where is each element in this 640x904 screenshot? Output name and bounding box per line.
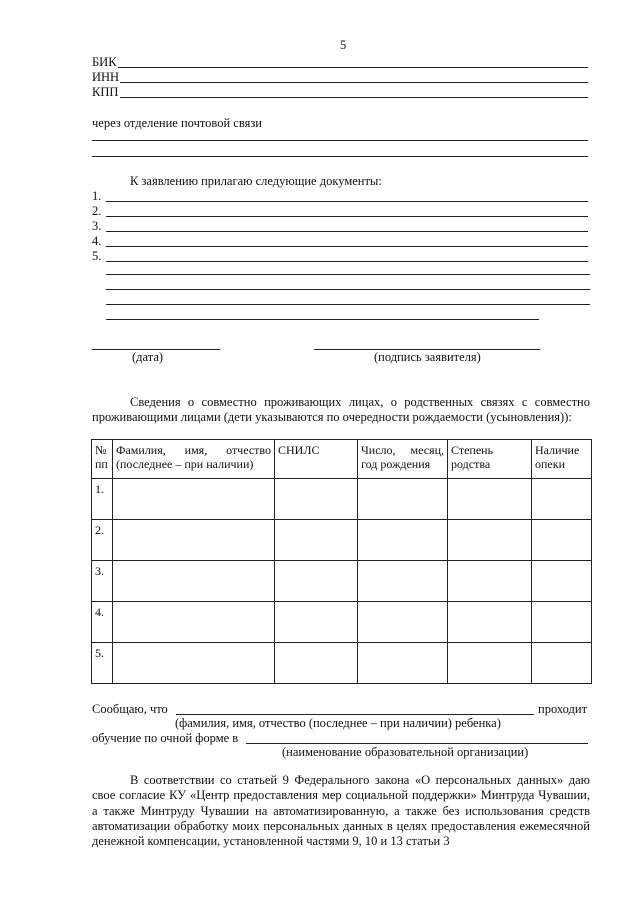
attachment-num-4: 4. [92,234,102,248]
fio-cell[interactable] [113,561,275,602]
guardianship-cell[interactable] [532,520,592,561]
table-header-row [92,440,592,479]
attachment-num-2: 2. [92,204,102,218]
snils-cell[interactable] [275,520,358,561]
attachment-line-1[interactable] [106,201,588,202]
col-header-birthdate: Число, месяц, год рождения [358,440,448,479]
attachment-line-4[interactable] [106,246,588,247]
snils-cell[interactable] [275,643,358,684]
relation-cell[interactable] [448,602,532,643]
inn-field[interactable] [120,82,588,83]
snils-cell[interactable] [275,479,358,520]
attachment-line-5[interactable] [106,261,588,262]
row-number: 2. [92,520,113,561]
relation-cell[interactable] [448,561,532,602]
relation-cell[interactable] [448,643,532,684]
kpp-field[interactable] [120,97,588,98]
table-row [92,520,592,561]
attachment-num-3: 3. [92,219,102,233]
child-name-field[interactable] [176,714,534,715]
col-header-guardianship: Наличие опеки [532,440,592,479]
birthdate-cell[interactable] [358,479,448,520]
postal-line-2[interactable] [92,156,588,157]
fio-cell[interactable] [113,643,275,684]
signature-caption: (подпись заявителя) [374,350,481,364]
birthdate-cell[interactable] [358,602,448,643]
kpp-label: КПП [92,85,119,99]
guardianship-cell[interactable] [532,479,592,520]
inform-label: Сообщаю, что [92,702,168,716]
attachment-extra-line-4[interactable] [106,319,539,320]
table-row [92,643,592,684]
col-header-fio: Фамилия, имя, отчество (последнее – при наличии) [113,440,275,479]
snils-cell[interactable] [275,561,358,602]
organization-caption: (наименование образовательной организации) [282,745,529,759]
table-row [92,602,592,643]
relation-cell[interactable] [448,479,532,520]
child-name-caption: (фамилия, имя, отчество (последнее – при наличии) ребенка) [175,716,501,730]
row-number: 1. [92,479,113,520]
col-header-relation: Степень родства [448,440,532,479]
guardianship-cell[interactable] [532,602,592,643]
guardianship-cell[interactable] [532,561,592,602]
postal-label: через отделение почтовой связи [92,116,262,130]
attachment-extra-line-2[interactable] [106,289,590,290]
birthdate-cell[interactable] [358,520,448,561]
page-number: 5 [340,38,347,52]
guardianship-cell[interactable] [532,643,592,684]
attachment-extra-line-3[interactable] [106,304,590,305]
postal-line-1[interactable] [92,140,588,141]
fio-cell[interactable] [113,602,275,643]
attachment-num-1: 1. [92,189,102,203]
passes-label: проходит [538,702,588,716]
row-number: 4. [92,602,113,643]
consent-paragraph: В соответствии со статьей 9 Федерального закона «О персональных данных» даю свое согласие КУ «Центр предоставления мер социальной поддержки» Минтруда Чувашии, а также Минтруду Чувашии на автоматизированную, а также без использования средств автоматизации обработку моих персональных данных в целях предоставления ежемесячной денежной компенсации, установленной частями 9, 10 и 13 статьи 3 [92,773,590,849]
row-number: 5. [92,643,113,684]
attachment-extra-line-1[interactable] [106,274,590,275]
birthdate-cell[interactable] [358,561,448,602]
attachment-num-5: 5. [92,249,102,263]
attachment-line-2[interactable] [106,216,588,217]
table-row [92,479,592,520]
snils-cell[interactable] [275,602,358,643]
bik-label: БИК [92,55,117,69]
row-number: 3. [92,561,113,602]
attachment-line-3[interactable] [106,231,588,232]
inn-label: ИНН [92,70,120,84]
cohabitants-intro: Сведения о совместно проживающих лицах, о родственных связях с совместно проживающими лицами (дети указываются по очередности рождаемости (усыновления)): [92,395,590,425]
table-row [92,561,592,602]
col-header-snils: СНИЛС [275,440,358,479]
col-header-number: № пп [92,440,113,479]
birthdate-cell[interactable] [358,643,448,684]
date-caption: (дата) [132,350,164,364]
organization-field[interactable] [246,743,588,744]
fio-cell[interactable] [113,479,275,520]
attachments-intro: К заявлению прилагаю следующие документы: [130,174,382,188]
bik-field[interactable] [118,67,588,68]
fulltime-label: обучение по очной форме в [92,731,239,745]
relation-cell[interactable] [448,520,532,561]
fio-cell[interactable] [113,520,275,561]
cohabitants-table [91,439,592,684]
